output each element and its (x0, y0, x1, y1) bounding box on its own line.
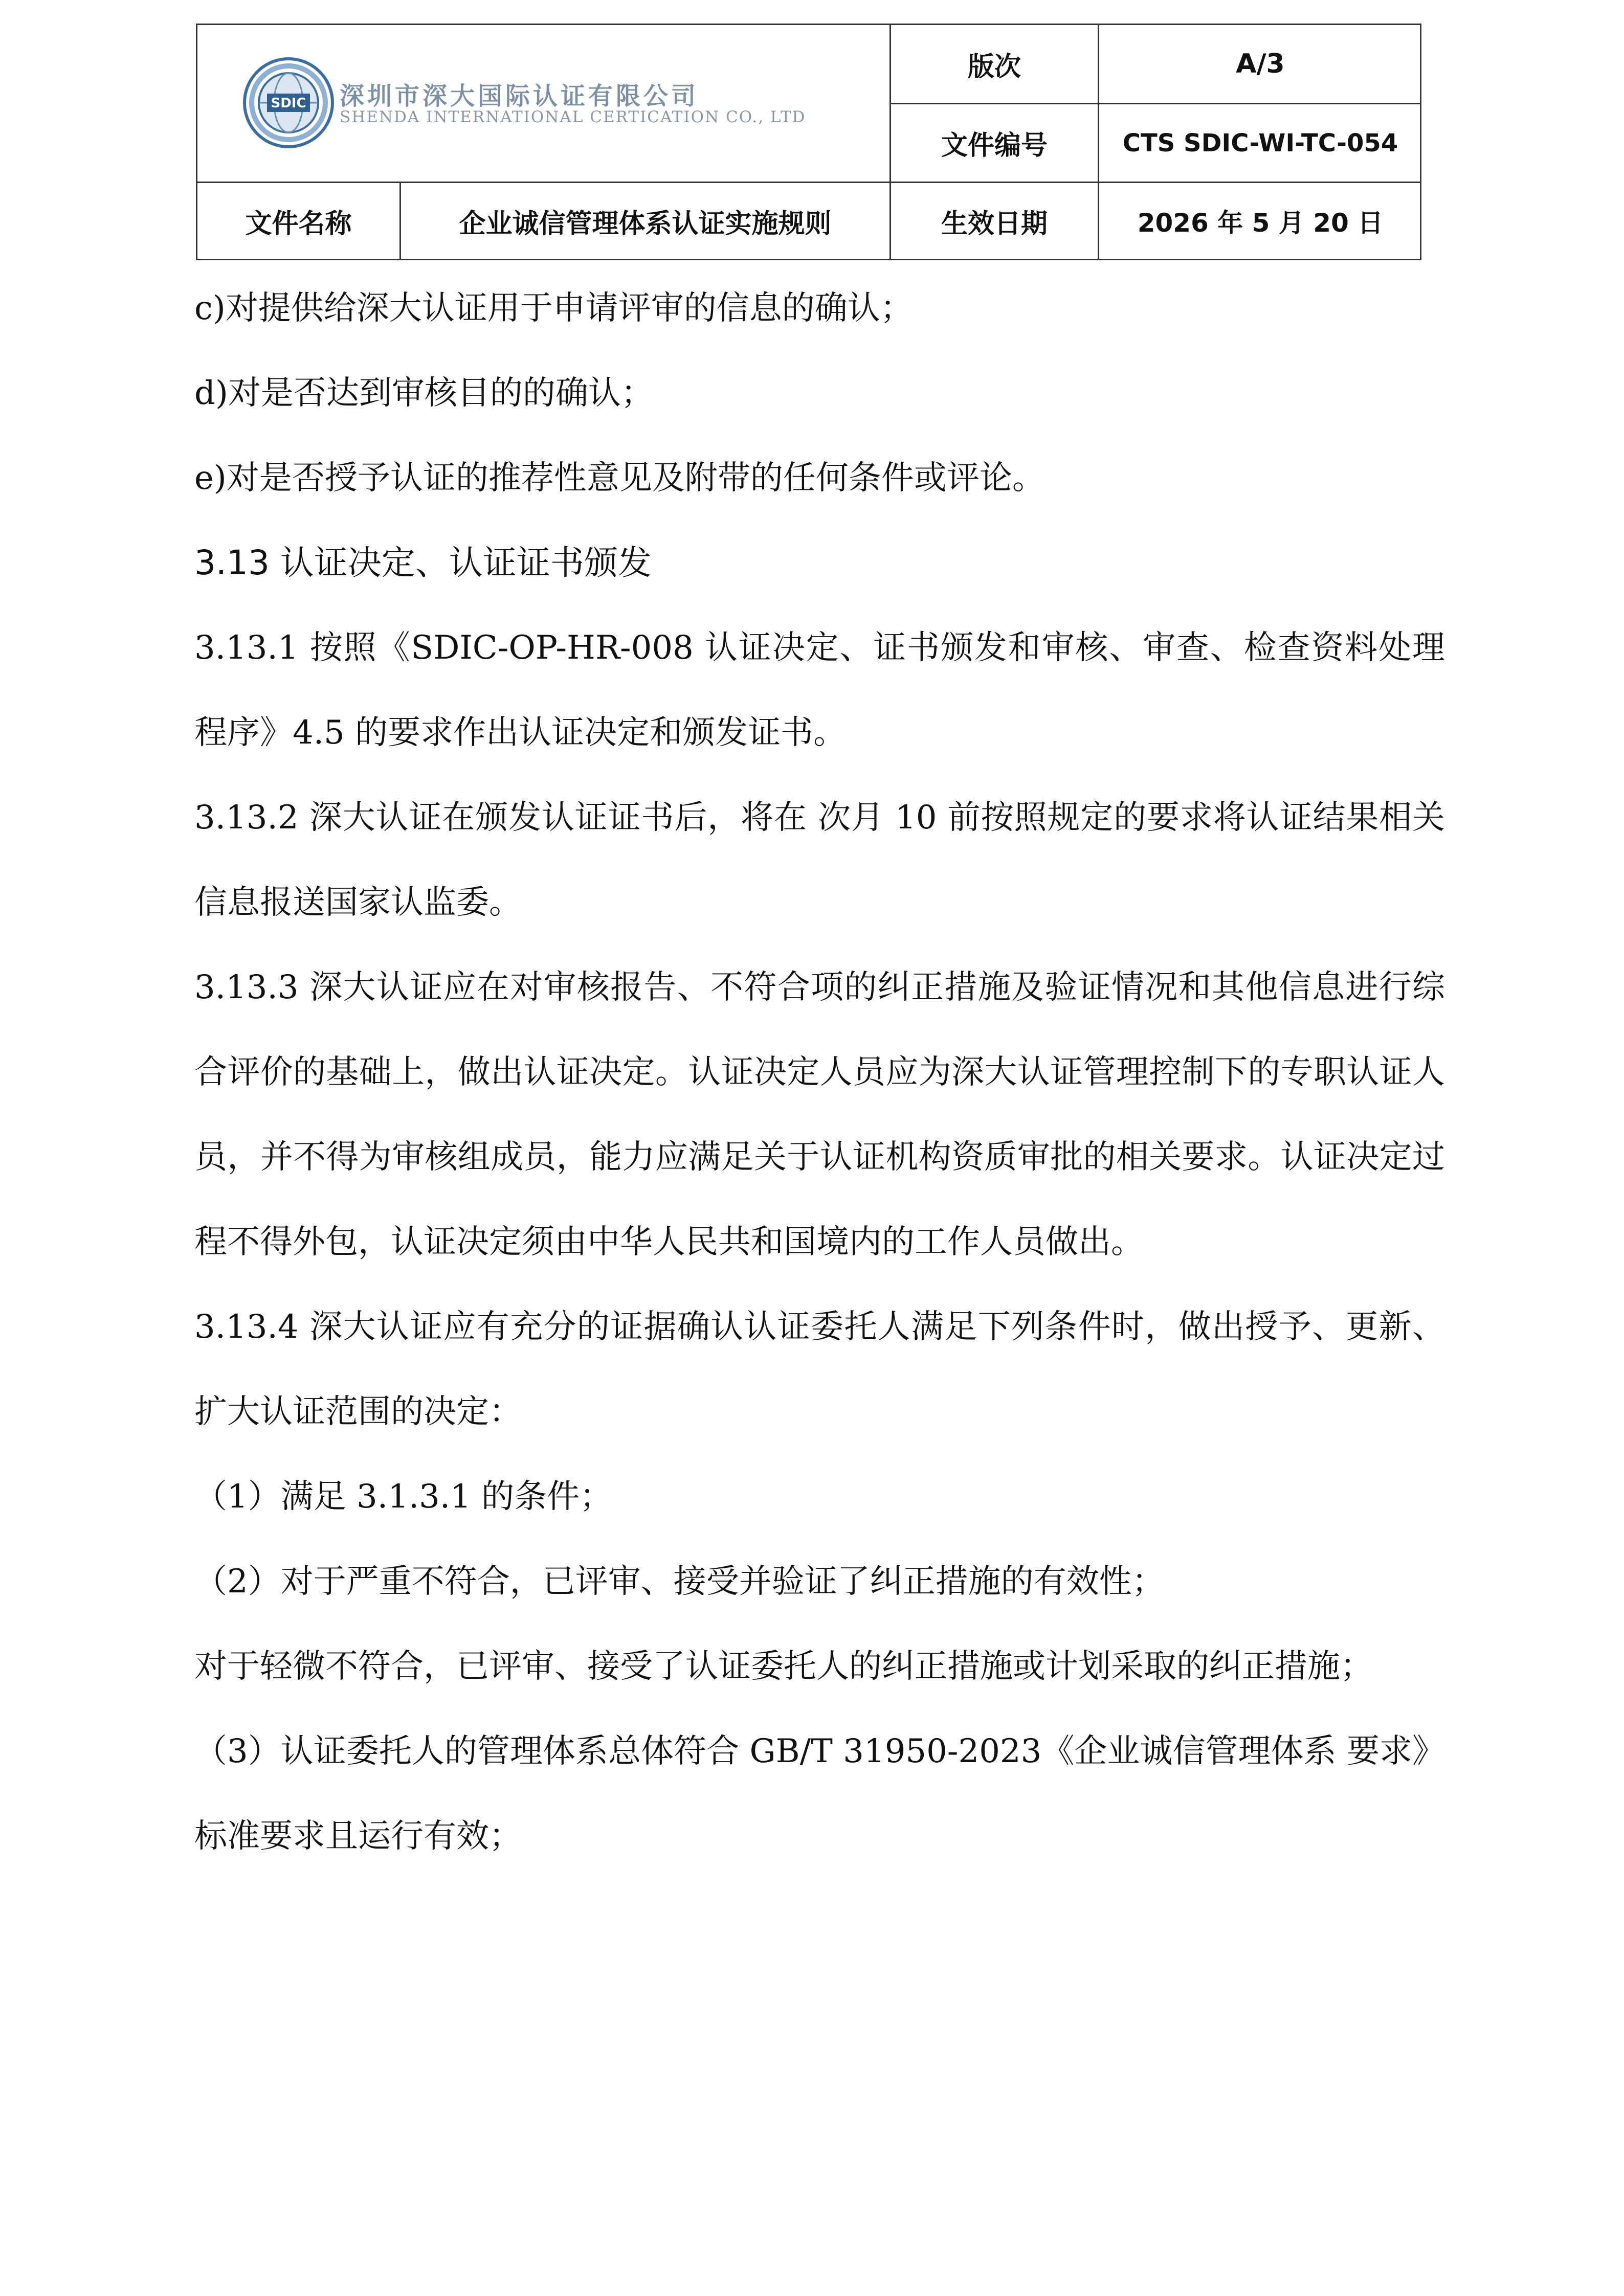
company-name-cn: 深圳市深大国际认证有限公司 (340, 82, 699, 110)
document-name-value: 企业诚信管理体系认证实施规则 (459, 208, 832, 239)
list-item-2: （2）对于严重不符合，已评审、接受并验证了纠正措施的有效性； (194, 1563, 1165, 1601)
header-table (196, 24, 1421, 260)
logo-text: SDIC (271, 96, 306, 111)
file-number-value: CTS SDIC-WI-TC-054 (1122, 128, 1398, 157)
effective-date-label: 生效日期 (941, 208, 1048, 239)
paragraph-c: c)对提供给深大认证用于申请评审的信息的确认； (194, 289, 913, 327)
list-item-2-continued: 对于轻微不符合，已评审、接受了认证委托人的纠正措施或计划采取的纠正措施； (194, 1648, 1373, 1685)
paragraph-3-13-4: 3.13.4 深大认证应有充分的证据确认认证委托人满足下列条件时，做出授予、更新、扩大认证范围的决定： (194, 1308, 1445, 1431)
list-item-1: （1）满足 3.1.3.1 的条件； (194, 1478, 613, 1516)
paragraph-3-13-1: 3.13.1 按照《SDIC-OP-HR-008 认证决定、证书颁发和审核、审查、检查资料处理程序》4.5 的要求作出认证决定和颁发证书。 (194, 629, 1445, 752)
company-logo-block (197, 25, 889, 182)
paragraph-d: d)对是否达到审核目的的确认； (194, 374, 654, 412)
file-number-label: 文件编号 (941, 130, 1048, 161)
paragraph-3-13-3: 3.13.3 深大认证应在对审核报告、不符合项的纠正措施及验证情况和其他信息进行综合评价的基础上，做出认证决定。认证决定人员应为深大认证管理控制下的专职认证人员，并不得为审核组成员，能力应满足关于认证机构资质审批的相关要求。认证决定过程不得外包，认证决定须由中华人民共和国境内的工作人员做出。 (194, 969, 1445, 1261)
list-item-3: （3）认证委托人的管理体系总体符合 GB/T 31950-2023《企业诚信管理体系 要求》标准要求且运行有效； (194, 1732, 1445, 1855)
company-seal-icon (242, 57, 335, 149)
paragraph-3-13-2: 3.13.2 深大认证在颁发认证证书后，将在 次月 10 前按照规定的要求将认证结果相关信息报送国家认监委。 (194, 799, 1445, 921)
version-value: A/3 (1236, 49, 1285, 79)
version-label: 版次 (967, 51, 1021, 82)
effective-date-value: 2026 年 5 月 20 日 (1137, 208, 1384, 238)
document-name-label: 文件名称 (245, 208, 352, 239)
document-body (194, 266, 1445, 1879)
section-heading-3-13: 3.13 认证决定、认证证书颁发 (194, 543, 652, 582)
paragraph-e: e)对是否授予认证的推荐性意见及附带的任何条件或评论。 (194, 459, 1045, 497)
company-name-en: SHENDA INTERNATIONAL CERTICATION CO., LTD (340, 108, 806, 126)
